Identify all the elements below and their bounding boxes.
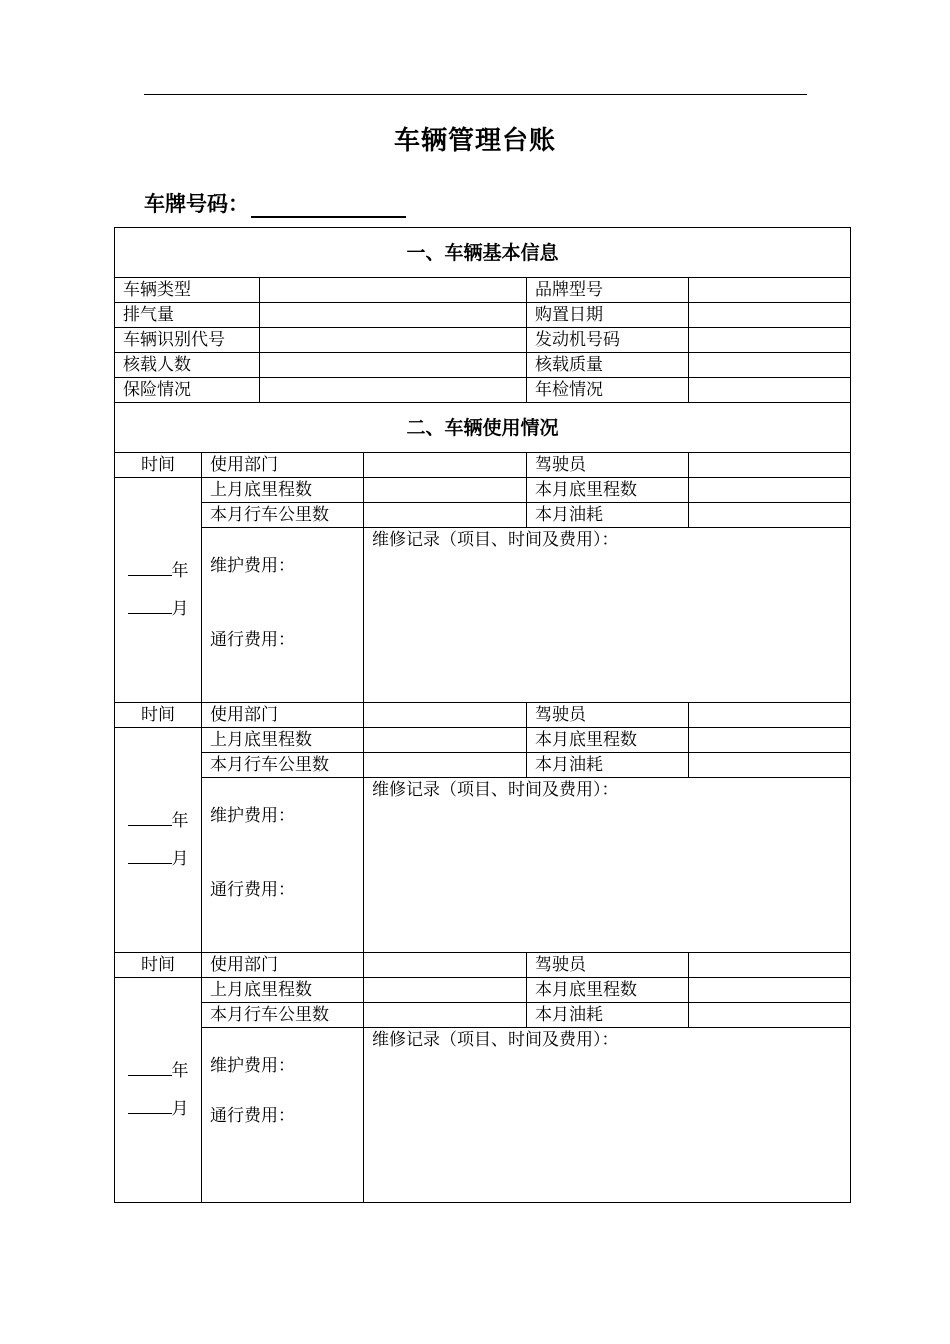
last-month-mileage-value[interactable]: [364, 728, 527, 753]
basic-info-label: 车辆类型: [115, 278, 260, 303]
basic-info-label: 保险情况: [115, 378, 260, 403]
basic-info-row: [115, 328, 851, 353]
fees-cell[interactable]: [202, 1028, 364, 1203]
month-label: 月: [171, 599, 189, 619]
repair-record-label: 维修记录（项目、时间及费用）：: [372, 530, 619, 550]
year-month-cell: [115, 728, 202, 953]
time-label: 时间: [115, 453, 202, 478]
maintenance-fee-label: 维护费用：: [210, 1056, 295, 1076]
month-blank[interactable]: [128, 847, 172, 864]
section-basic-info-heading: 一、车辆基本信息: [115, 228, 851, 278]
this-month-km-value[interactable]: [364, 503, 527, 528]
department-label: 使用部门: [202, 453, 364, 478]
vehicle-ledger-table: [114, 227, 851, 1203]
usage-fees-row: [115, 528, 851, 703]
department-value[interactable]: [364, 953, 527, 978]
usage-mileage-row: [115, 478, 851, 503]
month-label: 月: [171, 849, 189, 869]
basic-info-row: [115, 303, 851, 328]
this-month-mileage-label: 本月底里程数: [527, 978, 689, 1003]
basic-info-value[interactable]: [260, 278, 527, 303]
time-label: 时间: [115, 703, 202, 728]
month-blank[interactable]: [128, 597, 172, 614]
driver-label: 驾驶员: [527, 703, 689, 728]
last-month-mileage-label: 上月底里程数: [202, 978, 364, 1003]
last-month-mileage-value[interactable]: [364, 478, 527, 503]
toll-fee-label: 通行费用：: [210, 1106, 295, 1126]
section-usage-heading: 二、车辆使用情况: [115, 403, 851, 453]
basic-info-label: 排气量: [115, 303, 260, 328]
basic-info-row: [115, 278, 851, 303]
this-month-mileage-value[interactable]: [689, 478, 851, 503]
usage-mileage-row: [115, 978, 851, 1003]
usage-block-header-row: [115, 953, 851, 978]
usage-block-header-row: [115, 703, 851, 728]
this-month-mileage-value[interactable]: [689, 978, 851, 1003]
driver-value[interactable]: [689, 953, 851, 978]
basic-info-label: 核载质量: [527, 353, 689, 378]
maintenance-fee-label: 维护费用：: [210, 556, 295, 576]
usage-fees-row: [115, 1028, 851, 1203]
this-month-mileage-value[interactable]: [689, 728, 851, 753]
fuel-label: 本月油耗: [527, 503, 689, 528]
this-month-mileage-label: 本月底里程数: [527, 478, 689, 503]
this-month-km-label: 本月行车公里数: [202, 503, 364, 528]
plate-number-blank[interactable]: [251, 194, 406, 218]
repair-record-label: 维修记录（项目、时间及费用）：: [372, 780, 619, 800]
usage-fees-row: [115, 778, 851, 953]
basic-info-value[interactable]: [689, 278, 851, 303]
department-value[interactable]: [364, 703, 527, 728]
repair-record-cell[interactable]: [364, 778, 851, 953]
header-rule: [144, 94, 807, 95]
usage-km-row: [115, 1003, 851, 1028]
basic-info-label: 核载人数: [115, 353, 260, 378]
toll-fee-label: 通行费用：: [210, 630, 295, 650]
usage-mileage-row: [115, 728, 851, 753]
basic-info-value[interactable]: [689, 378, 851, 403]
basic-info-label: 车辆识别代号: [115, 328, 260, 353]
maintenance-fee-label: 维护费用：: [210, 806, 295, 826]
driver-value[interactable]: [689, 453, 851, 478]
this-month-km-value[interactable]: [364, 753, 527, 778]
basic-info-value[interactable]: [260, 378, 527, 403]
repair-record-cell[interactable]: [364, 1028, 851, 1203]
basic-info-value[interactable]: [689, 328, 851, 353]
plate-number-field: [144, 188, 406, 218]
basic-info-value[interactable]: [689, 303, 851, 328]
driver-value[interactable]: [689, 703, 851, 728]
basic-info-label: 年检情况: [527, 378, 689, 403]
usage-km-row: [115, 753, 851, 778]
basic-info-row: [115, 378, 851, 403]
basic-info-label: 购置日期: [527, 303, 689, 328]
this-month-km-label: 本月行车公里数: [202, 1003, 364, 1028]
basic-info-value[interactable]: [260, 353, 527, 378]
basic-info-value[interactable]: [260, 328, 527, 353]
toll-fee-label: 通行费用：: [210, 880, 295, 900]
basic-info-label: 品牌型号: [527, 278, 689, 303]
usage-km-row: [115, 503, 851, 528]
repair-record-cell[interactable]: [364, 528, 851, 703]
year-month-cell: [115, 478, 202, 703]
usage-block-header-row: [115, 453, 851, 478]
fuel-value[interactable]: [689, 503, 851, 528]
last-month-mileage-value[interactable]: [364, 978, 527, 1003]
basic-info-value[interactable]: [260, 303, 527, 328]
month-label: 月: [171, 1099, 189, 1119]
fuel-label: 本月油耗: [527, 753, 689, 778]
page-title: 车辆管理台账: [393, 126, 556, 156]
driver-label: 驾驶员: [527, 953, 689, 978]
fees-cell[interactable]: [202, 778, 364, 953]
fuel-value[interactable]: [689, 1003, 851, 1028]
department-label: 使用部门: [202, 703, 364, 728]
year-blank[interactable]: [128, 809, 172, 826]
fuel-label: 本月油耗: [527, 1003, 689, 1028]
driver-label: 驾驶员: [527, 453, 689, 478]
last-month-mileage-label: 上月底里程数: [202, 728, 364, 753]
basic-info-value[interactable]: [689, 353, 851, 378]
year-blank[interactable]: [128, 559, 172, 576]
department-label: 使用部门: [202, 953, 364, 978]
basic-info-row: [115, 353, 851, 378]
year-label: 年: [171, 811, 189, 831]
fees-cell[interactable]: [202, 528, 364, 703]
year-blank[interactable]: [128, 1059, 172, 1076]
fuel-value[interactable]: [689, 753, 851, 778]
plate-number-label: 车牌号码：: [144, 192, 249, 216]
this-month-km-value[interactable]: [364, 1003, 527, 1028]
repair-record-label: 维修记录（项目、时间及费用）：: [372, 1030, 619, 1050]
year-label: 年: [171, 1061, 189, 1081]
department-value[interactable]: [364, 453, 527, 478]
basic-info-label: 发动机号码: [527, 328, 689, 353]
year-label: 年: [171, 561, 189, 581]
this-month-km-label: 本月行车公里数: [202, 753, 364, 778]
month-blank[interactable]: [128, 1097, 172, 1114]
year-month-cell: [115, 978, 202, 1203]
this-month-mileage-label: 本月底里程数: [527, 728, 689, 753]
last-month-mileage-label: 上月底里程数: [202, 478, 364, 503]
time-label: 时间: [115, 953, 202, 978]
